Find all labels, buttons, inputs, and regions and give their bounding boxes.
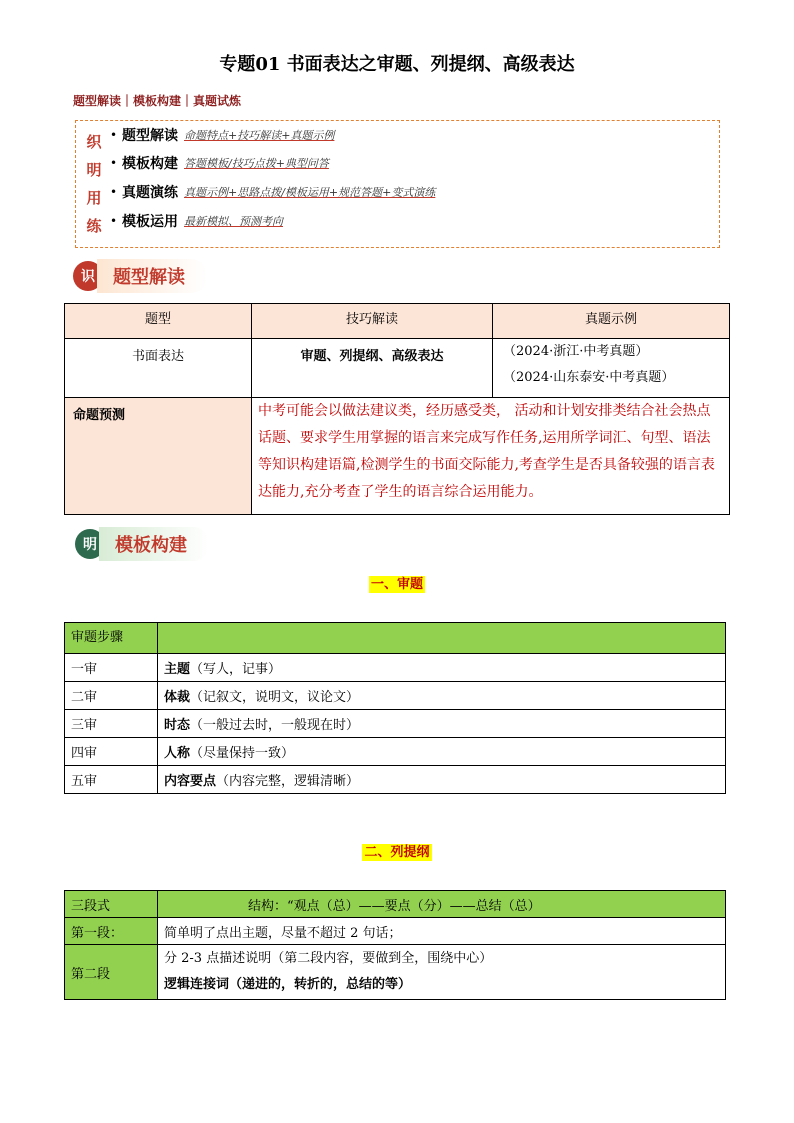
step-key: 体裁 (164, 690, 191, 705)
step-content (158, 654, 726, 682)
section-heading-text: 二、列提纲 (364, 845, 430, 860)
guide-item-desc: 答题模板/技巧点拨+典型问答 (184, 157, 329, 170)
step-label: 五审 (65, 766, 158, 794)
paragraph-label: 第二段 (65, 945, 158, 1000)
table-row (65, 738, 726, 766)
table-row (65, 945, 726, 1000)
guide-item (110, 153, 329, 173)
step-key: 人称 (164, 746, 191, 761)
paragraph-desc (158, 945, 726, 1000)
guide-item-label: 真题演练 (122, 185, 178, 201)
bullet-icon: • (110, 185, 118, 199)
table-cell-skill: 审题、列提纲、高级表达 (252, 339, 493, 398)
step-label: 四审 (65, 738, 158, 766)
guide-item (110, 182, 435, 202)
step-content (158, 710, 726, 738)
guide-item-label: 模板运用 (122, 214, 178, 230)
step-detail: （尽量保持一致） (190, 746, 295, 761)
guide-side-char: 明 (86, 161, 102, 179)
guide-item-label: 题型解读 (122, 128, 178, 144)
bullet-icon: • (110, 214, 118, 228)
step-content (158, 682, 726, 710)
table-header-empty (158, 623, 726, 654)
section-heading-outline (0, 841, 794, 860)
outline-table (64, 890, 726, 1000)
exam-example: （2024·山东泰安·中考真题） (503, 370, 675, 385)
bullet-icon: • (110, 128, 118, 142)
guide-side-char: 用 (86, 189, 102, 207)
section-heading-text: 一、审题 (370, 577, 423, 592)
step-detail: （内容完整，逻辑清晰） (216, 774, 360, 789)
table-header: 三段式 (65, 891, 158, 918)
table-header: 真题示例 (493, 304, 730, 339)
guide-item-desc: 命题特点+技巧解读+真题示例 (184, 129, 335, 142)
step-key: 内容要点 (164, 774, 217, 789)
table-row (65, 766, 726, 794)
table-header: 审题步骤 (65, 623, 158, 654)
guide-side-label (83, 128, 105, 240)
paragraph-desc-line: 分 2-3 点描述说明（第二段内容，要做到全，围绕中心） (164, 951, 493, 966)
step-detail: （写人，记事） (190, 662, 282, 677)
table-cell-type: 书面表达 (65, 339, 252, 398)
exam-example: （2024·浙江·中考真题） (503, 344, 649, 359)
paragraph-label: 第一段： (65, 918, 158, 945)
table-header: 题型 (65, 304, 252, 339)
step-label: 一审 (65, 654, 158, 682)
table-row (65, 710, 726, 738)
paragraph-desc: 简单明了点出主题，尽量不超过 2 句话； (158, 918, 726, 945)
section-banner-template (75, 527, 209, 561)
guide-item-label: 模板构建 (122, 156, 178, 172)
guide-item-desc: 最新模拟、预测考向 (184, 215, 283, 228)
step-key: 时态 (164, 718, 191, 733)
review-steps-table (64, 622, 726, 794)
guide-item-desc: 真题示例+思路点拨/模板运用+规范答题+变式演练 (184, 186, 436, 199)
banner-badge-icon: 识 (73, 261, 103, 291)
step-content (158, 766, 726, 794)
section-heading-review (0, 573, 794, 592)
paragraph-desc-line: 逻辑连接词（递进的，转折的，总结的等） (164, 977, 412, 992)
step-detail: （一般过去时，一般现在时） (190, 718, 360, 733)
banner-title: 模板构建 (99, 527, 209, 561)
guide-item (110, 211, 283, 231)
step-key: 主题 (164, 662, 191, 677)
table-row (65, 918, 726, 945)
type-analysis-table (64, 303, 730, 515)
guide-item (110, 125, 334, 145)
banner-title: 题型解读 (97, 259, 207, 293)
guide-side-char: 织 (86, 133, 102, 151)
section-nav: 题型解读｜模板构建｜真题试炼 (73, 94, 242, 108)
table-header: 结构：“观点（总）——要点（分）——总结（总） (158, 891, 726, 918)
step-content (158, 738, 726, 766)
prediction-text: 中考可能会以做法建议类，经历感受类， 活动和计划安排类结合社会热点话题、要求学生用掌握的语言来完成写作任务,运用所学词汇、句型、语法等知识构建语篇,检测学生的书面交际能力,考查学生是否具备较强的语言表达能力,充分考查了学生的语言综合运用能力。 (252, 398, 730, 515)
section-banner-type-analysis (73, 259, 207, 293)
table-header: 技巧解读 (252, 304, 493, 339)
bullet-icon: • (110, 156, 118, 170)
step-detail: （记叙文，说明文，议论文） (190, 690, 360, 705)
table-row (65, 682, 726, 710)
banner-badge-icon: 明 (75, 529, 105, 559)
guide-side-char: 练 (86, 217, 102, 235)
prediction-label: 命题预测 (65, 398, 252, 515)
table-row (65, 654, 726, 682)
step-label: 二审 (65, 682, 158, 710)
step-label: 三审 (65, 710, 158, 738)
table-cell-examples (493, 339, 730, 398)
page-title: 专题01 书面表达之审题、列提纲、高级表达 (219, 54, 575, 75)
